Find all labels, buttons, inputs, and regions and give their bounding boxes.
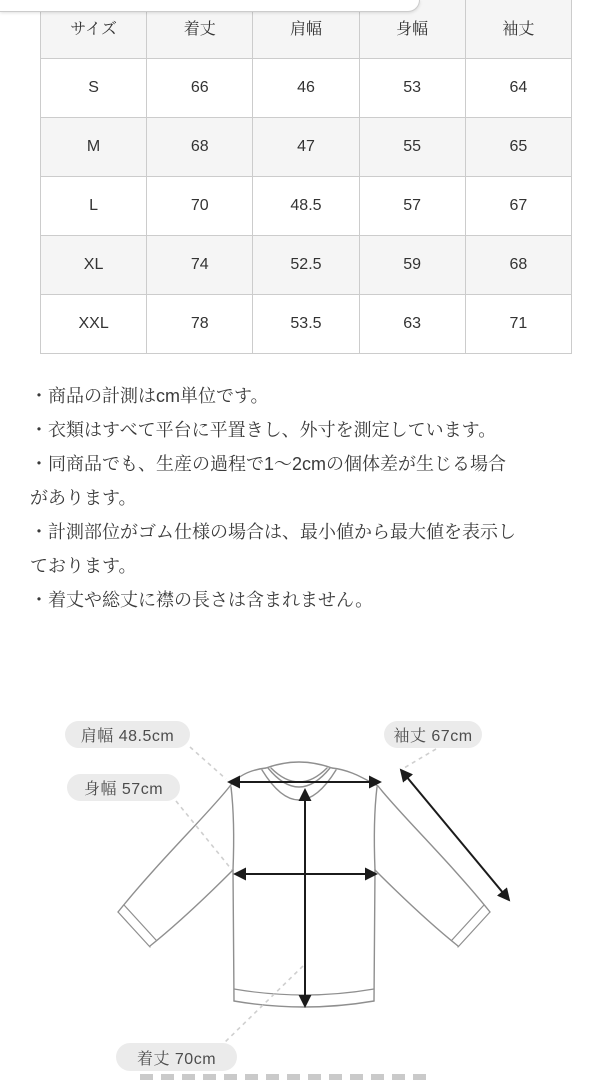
table-header-cell: 身幅 xyxy=(359,0,465,59)
size-cell: L xyxy=(41,177,147,236)
right-cuff xyxy=(452,905,490,947)
table-cell: 71 xyxy=(465,295,571,354)
table-cell: 66 xyxy=(147,59,253,118)
table-cell: 64 xyxy=(465,59,571,118)
right-armhole-seam xyxy=(374,787,377,870)
table-cell: 46 xyxy=(253,59,359,118)
table-header-cell: 袖丈 xyxy=(465,0,571,59)
table-cell: 53 xyxy=(359,59,465,118)
table-cell: 74 xyxy=(147,236,253,295)
left-sleeve-underside xyxy=(150,870,233,946)
label-body-width: 身幅 57cm xyxy=(67,774,180,801)
overlay-card-corner xyxy=(0,0,420,12)
table-cell: 78 xyxy=(147,295,253,354)
collar-rib-2 xyxy=(268,768,330,787)
label-sleeve-length: 袖丈 67cm xyxy=(384,721,482,748)
table-cell: 47 xyxy=(253,118,359,177)
table-header-cell: 肩幅 xyxy=(253,0,359,59)
table-cell: 55 xyxy=(359,118,465,177)
table-cell: 63 xyxy=(359,295,465,354)
table-header-cell: 着丈 xyxy=(147,0,253,59)
table-header-cell: サイズ xyxy=(41,0,147,59)
table-cell: 53.5 xyxy=(253,295,359,354)
collar-band xyxy=(266,762,332,768)
table-cell: 57 xyxy=(359,177,465,236)
note-line: ・着丈や総丈に襟の長さは含まれません。 xyxy=(30,590,374,610)
left-cuff xyxy=(118,905,156,947)
table-cell: 68 xyxy=(147,118,253,177)
left-side-seam xyxy=(233,870,234,1001)
table-cell: 65 xyxy=(465,118,571,177)
sleeve-connector xyxy=(404,749,436,768)
measure-arrows xyxy=(229,770,509,1006)
note-line: ・商品の計測はcm単位です。 xyxy=(30,386,269,406)
note-line: ております。 xyxy=(30,556,137,576)
table-cell: 67 xyxy=(465,177,571,236)
note-line: があります。 xyxy=(30,488,137,508)
clipped-text-fragment xyxy=(140,1074,430,1080)
table-cell: 52.5 xyxy=(253,236,359,295)
size-cell: XL xyxy=(41,236,147,295)
label-shoulder-width: 肩幅 48.5cm xyxy=(65,721,190,748)
note-line: ・同商品でも、生産の過程で1～2cmの個体差が生じる場合 xyxy=(30,454,507,474)
label-garment-length: 着丈 70cm xyxy=(116,1043,237,1071)
table-cell: 68 xyxy=(465,236,571,295)
right-sleeve-underside xyxy=(375,870,458,946)
note-line: ・計測部位がゴム仕様の場合は、最小値から最大値を表示し xyxy=(30,522,516,542)
size-cell: M xyxy=(41,118,147,177)
right-shoulder-sleeve-edge xyxy=(332,768,490,912)
size-cell: XXL xyxy=(41,295,147,354)
right-side-seam xyxy=(374,870,375,1001)
sleeve-length-arrow xyxy=(401,770,509,900)
shoulder-connector xyxy=(190,747,226,779)
table-cell: 59 xyxy=(359,236,465,295)
body-connector xyxy=(176,801,232,870)
note-line: ・衣類はすべて平台に平置きし、外寸を測定しています。 xyxy=(30,420,497,440)
table-cell: 48.5 xyxy=(253,177,359,236)
table-cell: 70 xyxy=(147,177,253,236)
left-armhole-seam xyxy=(231,787,234,870)
size-cell: S xyxy=(41,59,147,118)
